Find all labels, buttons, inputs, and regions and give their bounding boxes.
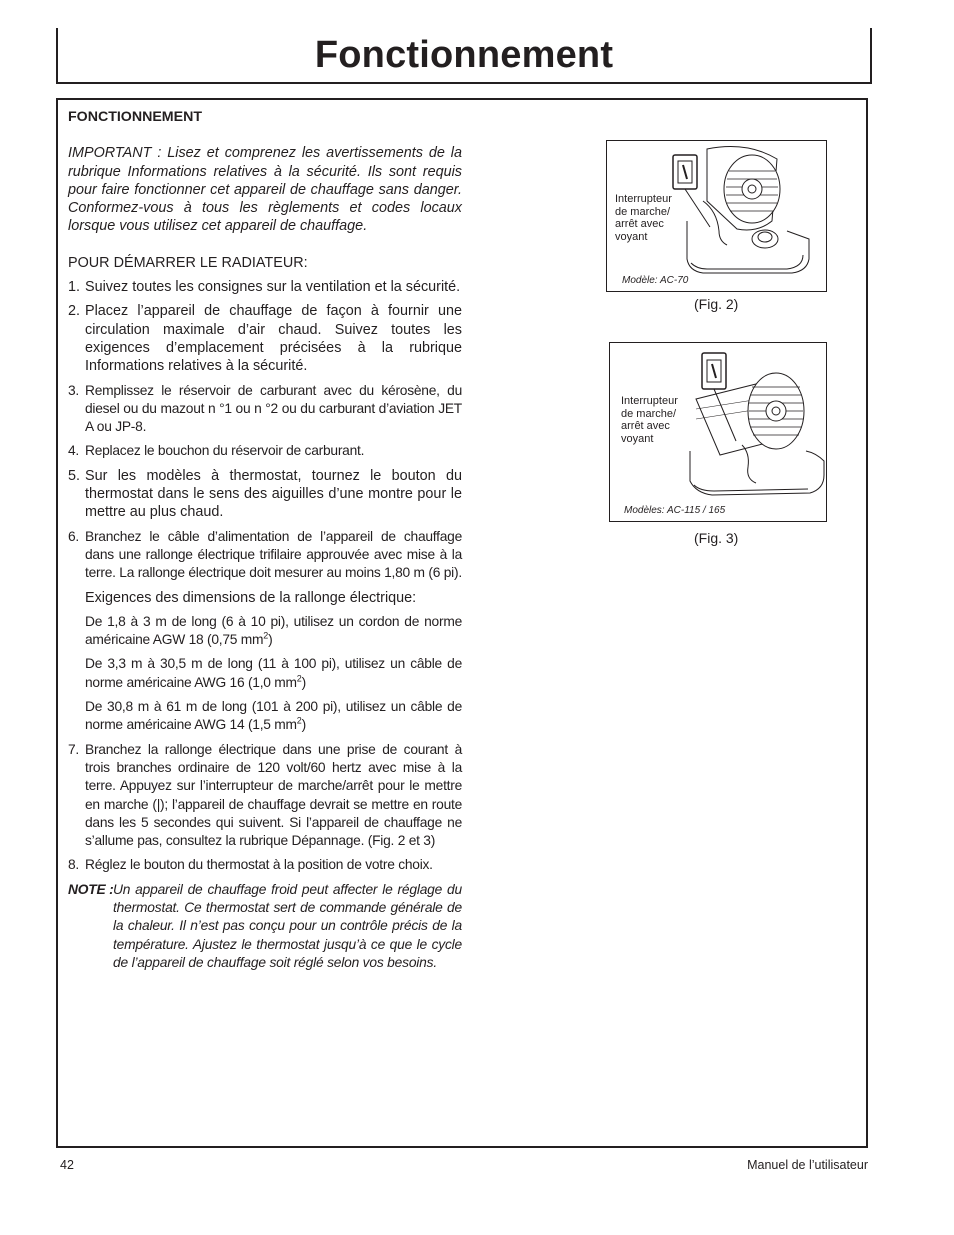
fig2-caption: (Fig. 2)	[694, 296, 739, 312]
page-title: Fonctionnement	[314, 34, 614, 76]
content-frame	[56, 98, 868, 1148]
fig3-switch-label: Interrupteur de marche/ arrêt avec voyant	[621, 395, 678, 445]
thermostat-note: NOTE : Un appareil de chauffage froid peut affecter le réglage du thermostat. Ce thermostat sert de commande générale de la chaleur. Il n’est pas conçu pour un contrôle précis de la température. Ajustez le thermostat jusqu’à ce que le cycle de l’appareil de chauffage soit réglé selon vos besoins.	[68, 881, 462, 970]
step-8: 8. Réglez le bouton du thermostat à la position de votre choix.	[68, 857, 433, 873]
page-number: 42	[60, 1158, 74, 1172]
manual-title: Manuel de l’utilisateur	[747, 1158, 868, 1172]
cord-requirements	[85, 589, 462, 735]
fig3-caption: (Fig. 3)	[694, 530, 739, 546]
section-heading: FONCTIONNEMENT	[68, 109, 202, 125]
step-2: 2. Placez l’appareil de chauffage de façon à fournir une circulation maximale d’air chaud. Suivez toutes les exigences d’emplacement précisées à la rubrique Informations relatives à la sécurité.	[68, 303, 462, 375]
cord-heading: Exigences des dimensions de la rallonge électrique:	[85, 589, 417, 606]
cord-item-2: De 3,3 m à 30,5 m de long (11 à 100 pi), utilisez un câble de norme américaine AWG 16 (1,0 $mm^2$)	[85, 656, 462, 690]
cord-item-1: De 1,8 à 3 m de long (6 à 10 pi), utilisez un cordon de norme américaine AGW 18 (0,75 $mm^2$)	[85, 613, 462, 648]
step-1: 1. Suivez toutes les consignes sur la ventilation et la sécurité.	[68, 279, 461, 296]
title-box	[56, 28, 872, 84]
figure-2	[606, 140, 827, 292]
step-3: 3. Remplissez le réservoir de carburant avec du kérosène, du diesel ou du mazout n °1 ou n °2 ou du carburant d’aviation JET A ou JP-8.	[68, 382, 462, 435]
fig2-switch-label: Interrupteur de marche/ arrêt avec voyant	[615, 193, 672, 243]
step-4: 4. Replacez le bouchon du réservoir de carburant.	[68, 443, 365, 459]
step-5: 5. Sur les modèles à thermostat, tournez le bouton du thermostat dans le sens des aiguilles d’une montre pour le mettre au plus chaud.	[68, 467, 462, 521]
note-label: NOTE :	[68, 881, 114, 897]
fig2-model: Modèle: AC-70	[622, 275, 689, 286]
important-notice: IMPORTANT : Lisez et comprenez les avertissements de la rubrique Informations relatives à la sécurité. Ils sont requis pour faire fonctionner cet appareil de chauffage sans danger. Conformez-vous à tous les règlements et codes locaux lorsque vous utilisez cet appareil de chauffage.	[68, 145, 462, 235]
fig3-model: Modèles: AC-115 / 165	[624, 505, 726, 516]
step-7: 7. Branchez la rallonge électrique dans une prise de courant à trois branches ordinaire de 120 volt/60 hertz avec mise à la terre. Appuyez sur l’interrupteur de marche/arrêt pour le mettre en marche (|); l’appareil de chauffage devrait se mettre en route dans les 5 secondes qui suivent. Si l’appareil de chauffage ne s’allume pas, consultez la rubrique Dépannage. (Fig. 2 et 3)	[68, 741, 462, 849]
steps-list	[68, 278, 462, 875]
step-6: 6. Branchez le câble d’alimentation de l’appareil de chauffage dans une rallonge électrique trifilaire approuvée avec mise à la terre. La rallonge électrique doit mesurer au moins 1,80 m (6 pi). Exigences des dimensions de la rallonge électrique: De 1,8 à 3 m de long (6 à 10 pi), utilisez un cordon de norme américaine AGW 18 (0,75 $mm^2$) De 3,3 m à 30,5 m de long (11 à 100 pi), utilisez un câble de norme américaine AWG 16 (1,0 $mm^2$) De 30,8 m à 61 m de long (101 à 200 pi), utilisez un câble de norme américaine AWG 14 (1,5 $mm^2$)	[68, 528, 462, 735]
figure-3	[609, 342, 827, 522]
cord-item-3: De 30,8 m à 61 m de long (101 à 200 pi), utilisez un câble de norme américaine AWG 14 (1,5 $mm^2$)	[85, 699, 462, 733]
start-heading: POUR DÉMARRER LE RADIATEUR:	[68, 254, 308, 271]
instructions-column	[68, 108, 462, 972]
